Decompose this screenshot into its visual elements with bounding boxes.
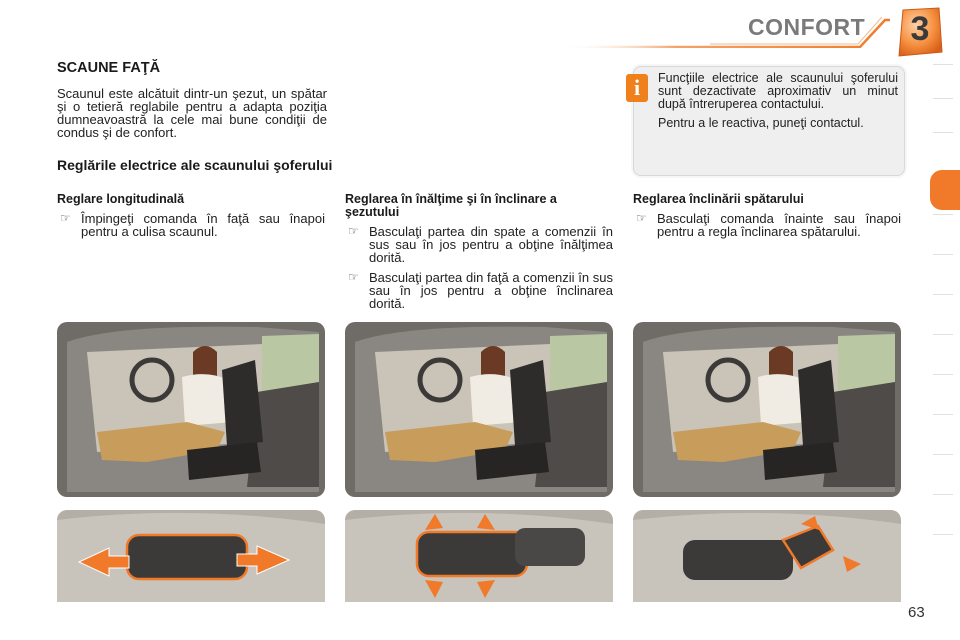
hand-pointer-icon: ☞ [348,270,359,284]
side-tab[interactable] [933,414,953,441]
control-backrest [633,510,901,602]
car-interior-illustration [345,322,613,497]
list-item-text: Basculaţi comanda înainte sau înapoi pentru a regla înclinarea spătarului. [657,211,901,239]
car-interior-illustration [57,322,325,497]
side-tab[interactable] [933,494,953,521]
info-icon: i [626,74,648,102]
column-title: Reglare longitudinală [57,192,185,206]
info-line: Pentru a le reactiva, puneţi contactul. [658,116,864,130]
hand-pointer-icon: ☞ [636,211,647,225]
side-tab[interactable] [933,254,953,281]
page-number: 63 [908,604,925,621]
column-height-tilt [345,193,613,317]
side-tab-active[interactable] [930,170,960,210]
intro-paragraph: Scaunul este alcătuit dintr-un şezut, un spătar şi o tetieră reglabile pentru a adapta poziţia dumneavoastră la cele mai bune condiţii de condus şi de confort. [57,86,327,140]
side-tabs [925,64,960,564]
info-line: Funcţiile electrice ale scaunului şoferului sunt dezactivate aproximativ un minut după întreruperea contactului. [658,71,898,111]
side-tab[interactable] [933,374,953,401]
list-item [345,271,613,310]
list-item-text: Basculaţi partea din faţă a comenzii în sus sau în jos pentru a obţine înclinarea dorită. [369,270,613,311]
side-tab[interactable] [933,214,953,241]
column-backrest [633,193,901,245]
side-tab[interactable] [933,98,953,125]
list-item [633,212,901,238]
subsection-title: Reglările electrice ale scaunului şoferului [57,157,333,173]
column-longitudinal [57,193,325,245]
list-item-text: Împingeţi comanda în faţă sau înapoi pentru a culisa scaunul. [81,211,325,239]
side-tab[interactable] [933,64,953,91]
seat-photo-height [345,322,613,497]
control-longitudinal [57,510,325,602]
section-title: SCAUNE FAŢĂ [57,60,161,76]
control-height-tilt [345,510,613,602]
list-item [345,225,613,264]
side-tab[interactable] [933,534,953,561]
list-item [57,212,325,238]
car-interior-illustration [633,322,901,497]
hand-pointer-icon: ☞ [348,224,359,238]
seat-photo-longitudinal [57,322,325,497]
list-item-text: Basculaţi partea din spate a comenzii în sus sau în jos pentru a obţine înălţimea dorită. [369,224,613,265]
chapter-number: 3 [910,10,930,48]
info-text [658,72,898,136]
side-tab[interactable] [933,294,953,321]
chapter-title: CONFORT [748,14,866,40]
hand-pointer-icon: ☞ [60,211,71,225]
column-title: Reglarea înclinării spătarului [633,192,804,206]
side-tab[interactable] [933,132,953,159]
side-tab[interactable] [933,454,953,481]
column-title: Reglarea în înălţime şi în înclinare a şezutului [345,192,557,219]
seat-photo-backrest [633,322,901,497]
side-tab[interactable] [933,334,953,361]
